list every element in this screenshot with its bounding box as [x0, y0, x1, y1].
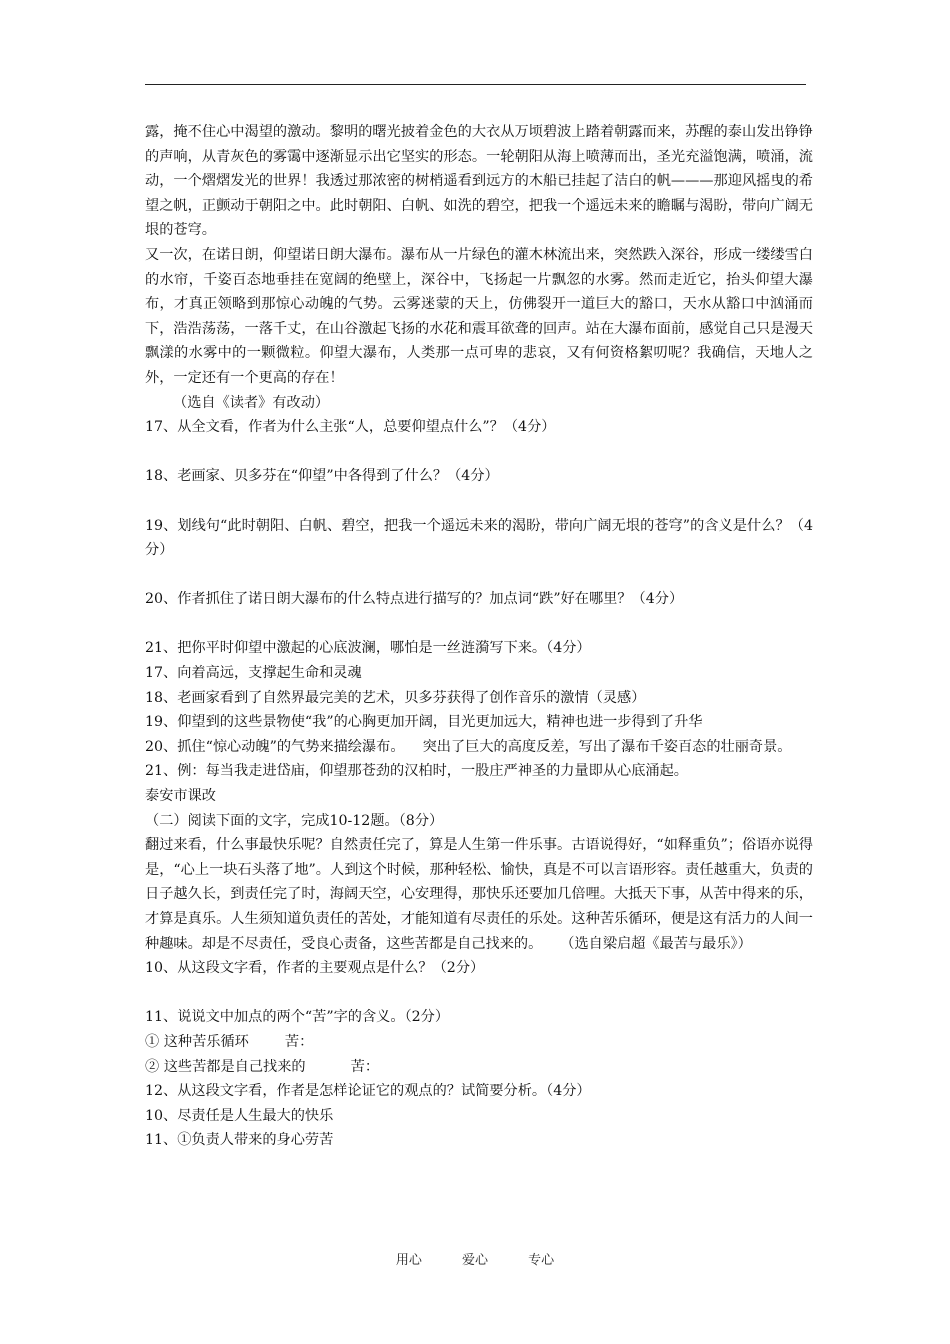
answer-21: 21、例：每当我走进岱庙，仰望那苍劲的汉柏时，一股庄严神圣的力量即从心底涌起。 [145, 763, 688, 780]
passage-paragraph: 翻过来看，什么事最快乐呢？自然责任完了，算是人生第一件乐事。古语说得好，“如释重负”；俗语亦说得是，“心上一块石头落了地”。人到这个时候，那种轻松、愉快，真是不可以言语形容。责任越重大，负责的日子越久长，到责任完了时，海阔天空，心安理得，那快乐还要加几倍哩。大抵天下事，从苦中得来的乐，才算是真乐。人生须知道负责任的苦处，才能知道有尽责任的乐处。这种苦乐循环，便是这有活力的人间一种趣味。却是不尽责任，受良心责备，这些苦都是自己找来的。 （选自梁启超《最苦与最乐》） [145, 837, 813, 952]
answer-space [145, 612, 813, 637]
section-heading: （二）阅读下面的文字，完成10-12题。（8分） [145, 812, 444, 829]
passage-paragraph: 又一次，在诺日朗，仰望诺日朗大瀑布。瀑布从一片绿色的灌木林流出来，突然跌入深谷，形成一缕缕雪白的水帘，千姿百态地垂挂在宽阔的绝壁上，深谷中，飞扬起一片飘忽的水雾。然而走近它，抬头仰望大瀑布，才真正领略到那惊心动魄的气势。云雾迷蒙的天上，仿佛裂开一道巨大的豁口，天水从豁口中汹涌而下，浩浩荡荡，一落千丈，在山谷激起飞扬的水花和震耳欲聋的回声。站在大瀑布面前，感觉自己只是漫天飘漾的水雾中的一颗微粒。仰望大瀑布，人类那一点可卑的悲哀，又有何资格絮叨呢？我确信，天地人之外，一定还有一个更高的存在！ [145, 246, 813, 386]
header-rule [145, 84, 806, 85]
answer-space [145, 981, 813, 1006]
footer-item: 爱心 [461, 1253, 488, 1268]
region-label: 泰安市课改 [145, 788, 216, 805]
footer-item: 专心 [528, 1253, 555, 1268]
question-21: 21、把你平时仰望中激起的心底波澜，哪怕是一丝涟漪写下来。（4分） [145, 640, 591, 657]
passage-paragraph: 露，掩不住心中渴望的激动。黎明的曙光披着金色的大衣从万顷碧波上踏着朝露而来，苏醒的泰山发出铮铮的声响，从青灰色的雾霭中逐渐显示出它坚实的形态。一轮朝阳从海上喷薄而出，圣光充溢饱满，喷涌，流动，一个熠熠发光的世界！我透过那浓密的树梢遥看到远方的木船已挂起了洁白的帆———那迎风摇曳的希望之帆，正颤动于朝阳之中。此时朝阳、白帆、如洗的碧空，把我一个遥远未来的瞻瞩与渴盼，带向广阔无垠的苍穹。 [145, 124, 813, 239]
answer-18: 18、老画家看到了自然界最完美的艺术，贝多芬获得了创作音乐的激情（灵感） [145, 689, 646, 706]
question-10: 10、从这段文字看，作者的主要观点是什么？（2分） [145, 960, 485, 977]
question-11-part-1: ① 这种苦乐循环 苦： [145, 1033, 314, 1050]
answer-11: 11、①负责人带来的身心劳苦 [145, 1132, 334, 1149]
page-footer [0, 1249, 950, 1268]
answer-19: 19、仰望到的这些景物使“我”的心胸更加开阔，目光更加远大，精神也进一步得到了升华 [145, 714, 703, 731]
answer-10: 10、尽责任是人生最大的快乐 [145, 1107, 334, 1124]
question-11: 11、说说文中加点的两个“苦”字的含义。（2分） [145, 1009, 450, 1026]
question-11-part-2: ② 这些苦都是自己找来的 苦： [145, 1058, 380, 1075]
answer-20: 20、抓住“惊心动魄”的气势来描绘瀑布。 突出了巨大的高度反差，写出了瀑布千姿百态的壮丽奇景。 [145, 738, 792, 755]
answer-space [145, 563, 813, 588]
question-20: 20、作者抓住了诺日朗大瀑布的什么特点进行描写的？加点词“跌”好在哪里？（4分） [145, 591, 684, 608]
question-12: 12、从这段文字看，作者是怎样论证它的观点的？试简要分析。（4分） [145, 1083, 591, 1100]
passage-source: （选自《读者》有改动） [173, 394, 330, 411]
document-body [145, 120, 813, 1153]
question-18: 18、老画家、贝多芬在“仰望”中各得到了什么？（4分） [145, 468, 499, 485]
answer-17: 17、向着高远，支撑起生命和灵魂 [145, 665, 362, 682]
question-17: 17、从全文看，作者为什么主张“人，总要仰望点什么”？（4分） [145, 419, 556, 436]
answer-space [145, 489, 813, 514]
question-19: 19、划线句“此时朝阳、白帆、碧空，把我一个遥远未来的渴盼，带向广阔无垠的苍穹”的含义是什么？（4分） [145, 517, 813, 559]
footer-item: 用心 [395, 1253, 422, 1268]
answer-space [145, 440, 813, 465]
